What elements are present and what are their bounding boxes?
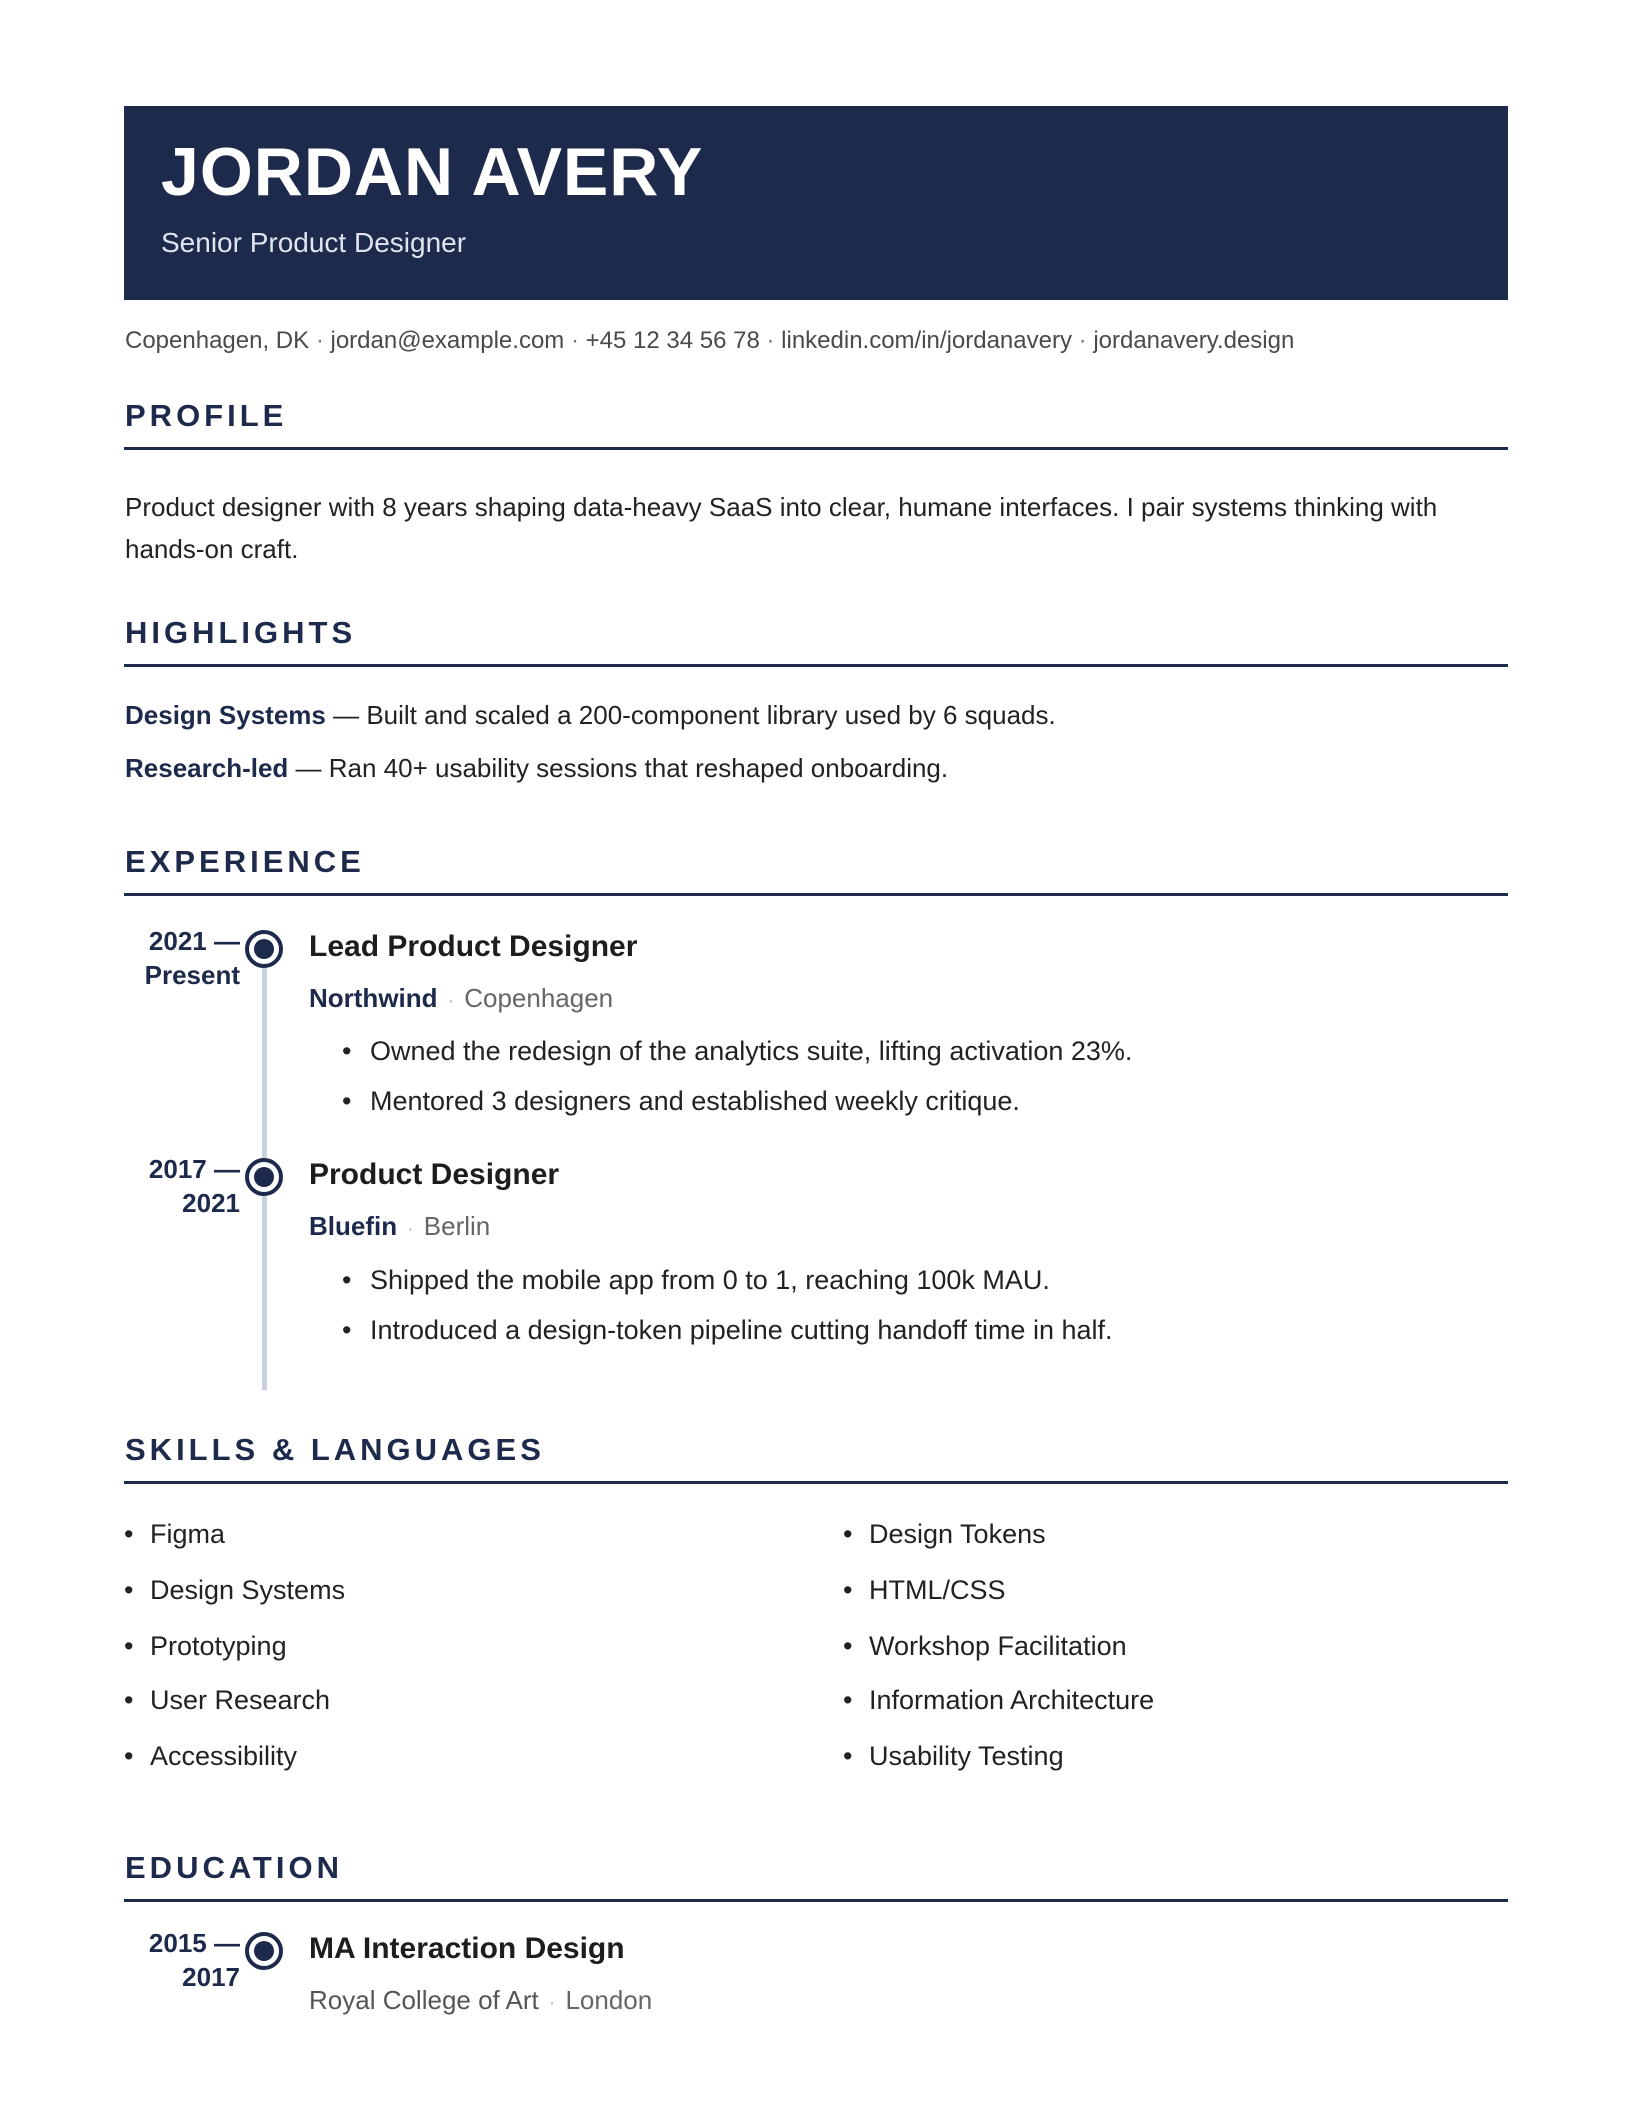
skill-label: User Research [150, 1685, 331, 1715]
job-bullet-text: Owned the redesign of the analytics suite, lifting activation 23%. [370, 1036, 1133, 1066]
bullet-icon: • [124, 1631, 134, 1661]
highlight-item [125, 753, 948, 784]
candidate-name: JORDAN AVERY [161, 134, 704, 210]
timeline-node-icon [245, 930, 283, 968]
job-date-start: 2021 — [148, 926, 240, 956]
bullet-icon: • [342, 1086, 352, 1116]
contact-location: Copenhagen, DK [125, 327, 310, 354]
section-skills [125, 1434, 1508, 1465]
skill-label: HTML/CSS [869, 1575, 1006, 1605]
contact-linkedin[interactable]: linkedin.com/in/jordanavery [781, 327, 1072, 354]
contact-phone[interactable]: +45 12 34 56 78 [585, 327, 760, 354]
contact-separator: · [315, 327, 324, 354]
job-bullet [342, 1315, 1113, 1346]
edu-date-end: 2017 [182, 1962, 240, 1992]
skill-label: Design Tokens [869, 1519, 1046, 1549]
meta-separator: · [548, 1992, 556, 2014]
candidate-title: Senior Product Designer [161, 227, 467, 258]
section-title-education: EDUCATION [125, 1850, 343, 1885]
highlight-title: Design Systems [125, 700, 326, 730]
section-title-experience: EXPERIENCE [125, 844, 365, 879]
bullet-icon: • [124, 1519, 134, 1549]
skill-item [843, 1519, 1046, 1550]
job-bullet-text: Introduced a design-token pipeline cutting handoff time in half. [370, 1315, 1113, 1345]
edu-location: London [565, 1985, 653, 2015]
section-divider [124, 893, 1508, 896]
job-role: Lead Product Designer [309, 930, 638, 963]
section-experience [125, 846, 1508, 877]
highlight-item [125, 700, 1056, 731]
bullet-icon: • [843, 1631, 853, 1661]
skill-item [843, 1685, 1154, 1716]
section-highlights [125, 617, 1508, 648]
job-date-end: Present [144, 960, 240, 990]
bullet-icon: • [342, 1265, 352, 1295]
contact-separator: · [570, 327, 579, 354]
contact-separator: · [766, 327, 775, 354]
contact-email[interactable]: jordan@example.com [330, 327, 565, 354]
section-education [125, 1852, 1508, 1883]
job-meta [309, 1211, 490, 1242]
job-meta [309, 983, 613, 1014]
edu-degree: MA Interaction Design [309, 1932, 625, 1965]
skill-item [843, 1575, 1006, 1606]
section-title-skills: SKILLS & LANGUAGES [125, 1432, 545, 1467]
meta-separator: · [447, 990, 455, 1012]
job-bullet-text: Shipped the mobile app from 0 to 1, reaching 100k MAU. [370, 1265, 1050, 1295]
bullet-icon: • [843, 1741, 853, 1771]
meta-separator: · [407, 1218, 414, 1240]
job-location: Berlin [423, 1211, 491, 1241]
skill-label: Usability Testing [869, 1741, 1064, 1771]
contact-separator: · [1078, 327, 1087, 354]
job-bullet [342, 1086, 1020, 1117]
job-date-end: 2021 [182, 1188, 240, 1218]
skill-item [124, 1685, 330, 1716]
bullet-icon: • [124, 1741, 134, 1771]
section-divider [124, 1899, 1508, 1902]
bullet-icon: • [124, 1575, 134, 1605]
skill-item [124, 1519, 225, 1550]
skill-label: Information Architecture [869, 1685, 1155, 1715]
skill-label: Workshop Facilitation [869, 1631, 1127, 1661]
job-company: Northwind [309, 983, 438, 1013]
bullet-icon: • [124, 1685, 134, 1715]
edu-date-start: 2015 — [148, 1928, 240, 1958]
bullet-icon: • [843, 1685, 853, 1715]
skill-label: Design Systems [150, 1575, 346, 1605]
job-bullet-text: Mentored 3 designers and established weekly critique. [370, 1086, 1020, 1116]
section-divider [124, 1481, 1508, 1484]
skill-item [843, 1631, 1127, 1662]
highlight-text: — Built and scaled a 200-component library used by 6 squads. [325, 700, 1056, 730]
header-banner [124, 106, 1508, 300]
contact-line [125, 327, 1294, 355]
contact-website[interactable]: jordanavery.design [1093, 327, 1295, 354]
edu-school: Royal College of Art [309, 1985, 539, 2015]
timeline-node-icon [245, 1158, 283, 1196]
section-title-highlights: HIGHLIGHTS [125, 615, 357, 650]
skill-item [124, 1741, 297, 1772]
highlight-text: — Ran 40+ usability sessions that reshaped onboarding. [288, 753, 949, 783]
skill-item [843, 1741, 1064, 1772]
profile-summary: Product designer with 8 years shaping data-heavy SaaS into clear, humane interfaces. I pair systems thinking with hands-on craft. [125, 492, 1438, 564]
job-date-start: 2017 — [148, 1154, 240, 1184]
section-divider [124, 664, 1508, 667]
job-bullet [342, 1036, 1132, 1067]
bullet-icon: • [342, 1036, 352, 1066]
timeline-node-icon [245, 1932, 283, 1970]
bullet-icon: • [843, 1519, 853, 1549]
edu-meta [309, 1985, 652, 2016]
section-title-profile: PROFILE [125, 398, 288, 433]
job-bullet [342, 1265, 1050, 1296]
section-divider [124, 447, 1508, 450]
highlight-title: Research-led [125, 753, 289, 783]
section-profile [125, 400, 1508, 431]
bullet-icon: • [342, 1315, 352, 1345]
skill-item [124, 1575, 345, 1606]
job-location: Copenhagen [464, 983, 614, 1013]
skill-label: Figma [150, 1519, 226, 1549]
skill-item [124, 1631, 287, 1662]
job-role: Product Designer [309, 1158, 560, 1191]
bullet-icon: • [843, 1575, 853, 1605]
skill-label: Accessibility [150, 1741, 298, 1771]
job-company: Bluefin [309, 1211, 398, 1241]
skill-label: Prototyping [150, 1631, 287, 1661]
